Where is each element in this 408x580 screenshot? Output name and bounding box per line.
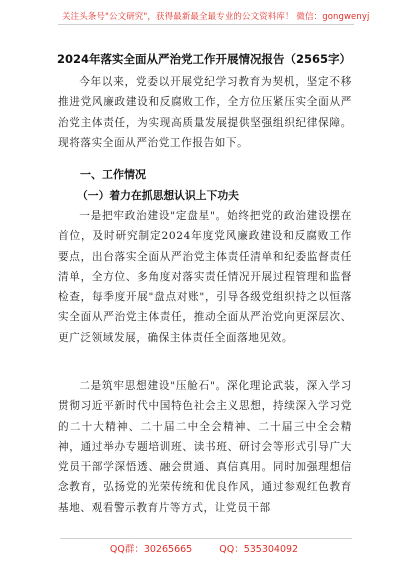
document-title: 2024年落实全面从严治党工作开展情况报告（2565字）	[56, 52, 351, 66]
footer-qq: QQ：535304092	[219, 544, 299, 555]
paragraph-political-construction: 一是把牢政治建设"定盘星"。始终把党的政治建设摆在首位，及时研究制定2024年度党风廉政建设和反腐败工作要点，出台落实全面从严治党主体责任清单和纪委监督责任清单，全方位、多角度对落实责任情况开展过程管理和监督检查，每季度开展"盘点对账"，引导各级党组织持之以恒落实全面从严治党主体责任，推动全面从严治党向更深层次、更广泛领域发展，确保主体责任全面落地见效。	[58, 210, 352, 344]
section-heading-work-status: 一、工作情况	[80, 168, 146, 181]
footer-divider	[60, 538, 352, 539]
intro-paragraph: 今年以来，党委以开展党纪学习教育为契机，坚定不移推进党风廉政建设和反腐败工作，全方位压紧压实全面从严治党主体责任，为实现高质量发展提供坚强组织纪律保障。现将落实全面从严治党工作报告如下。	[58, 76, 352, 149]
footer-qq-group: QQ群：30265665	[109, 544, 193, 555]
header-divider	[58, 24, 354, 25]
paragraph-ideological-construction: 二是筑牢思想建设"压舱石"。深化理论武装，深入学习贯彻习近平新时代中国特色社会主义思想，持续深入学习党的二十大精神、二十届二中全会精神、二十届三中全会精神，通过举办专题培训班、读书班、研讨会等形式引导广大党员干部学深悟透、融会贯通、真信真用。同时加强理想信念教育，弘扬党的光荣传统和优良作风，通过参观红色教育基地、观看警示教育片等方式，让党员干部	[58, 380, 352, 514]
footer-contact	[0, 541, 408, 555]
header-banner: 关注头条号"公文研究"，获得最新最全最专业的公文资料库！ 微信：gongwenyj	[62, 12, 370, 22]
subsection-heading-thought: （一）着力在抓思想认识上下功夫	[77, 189, 239, 202]
